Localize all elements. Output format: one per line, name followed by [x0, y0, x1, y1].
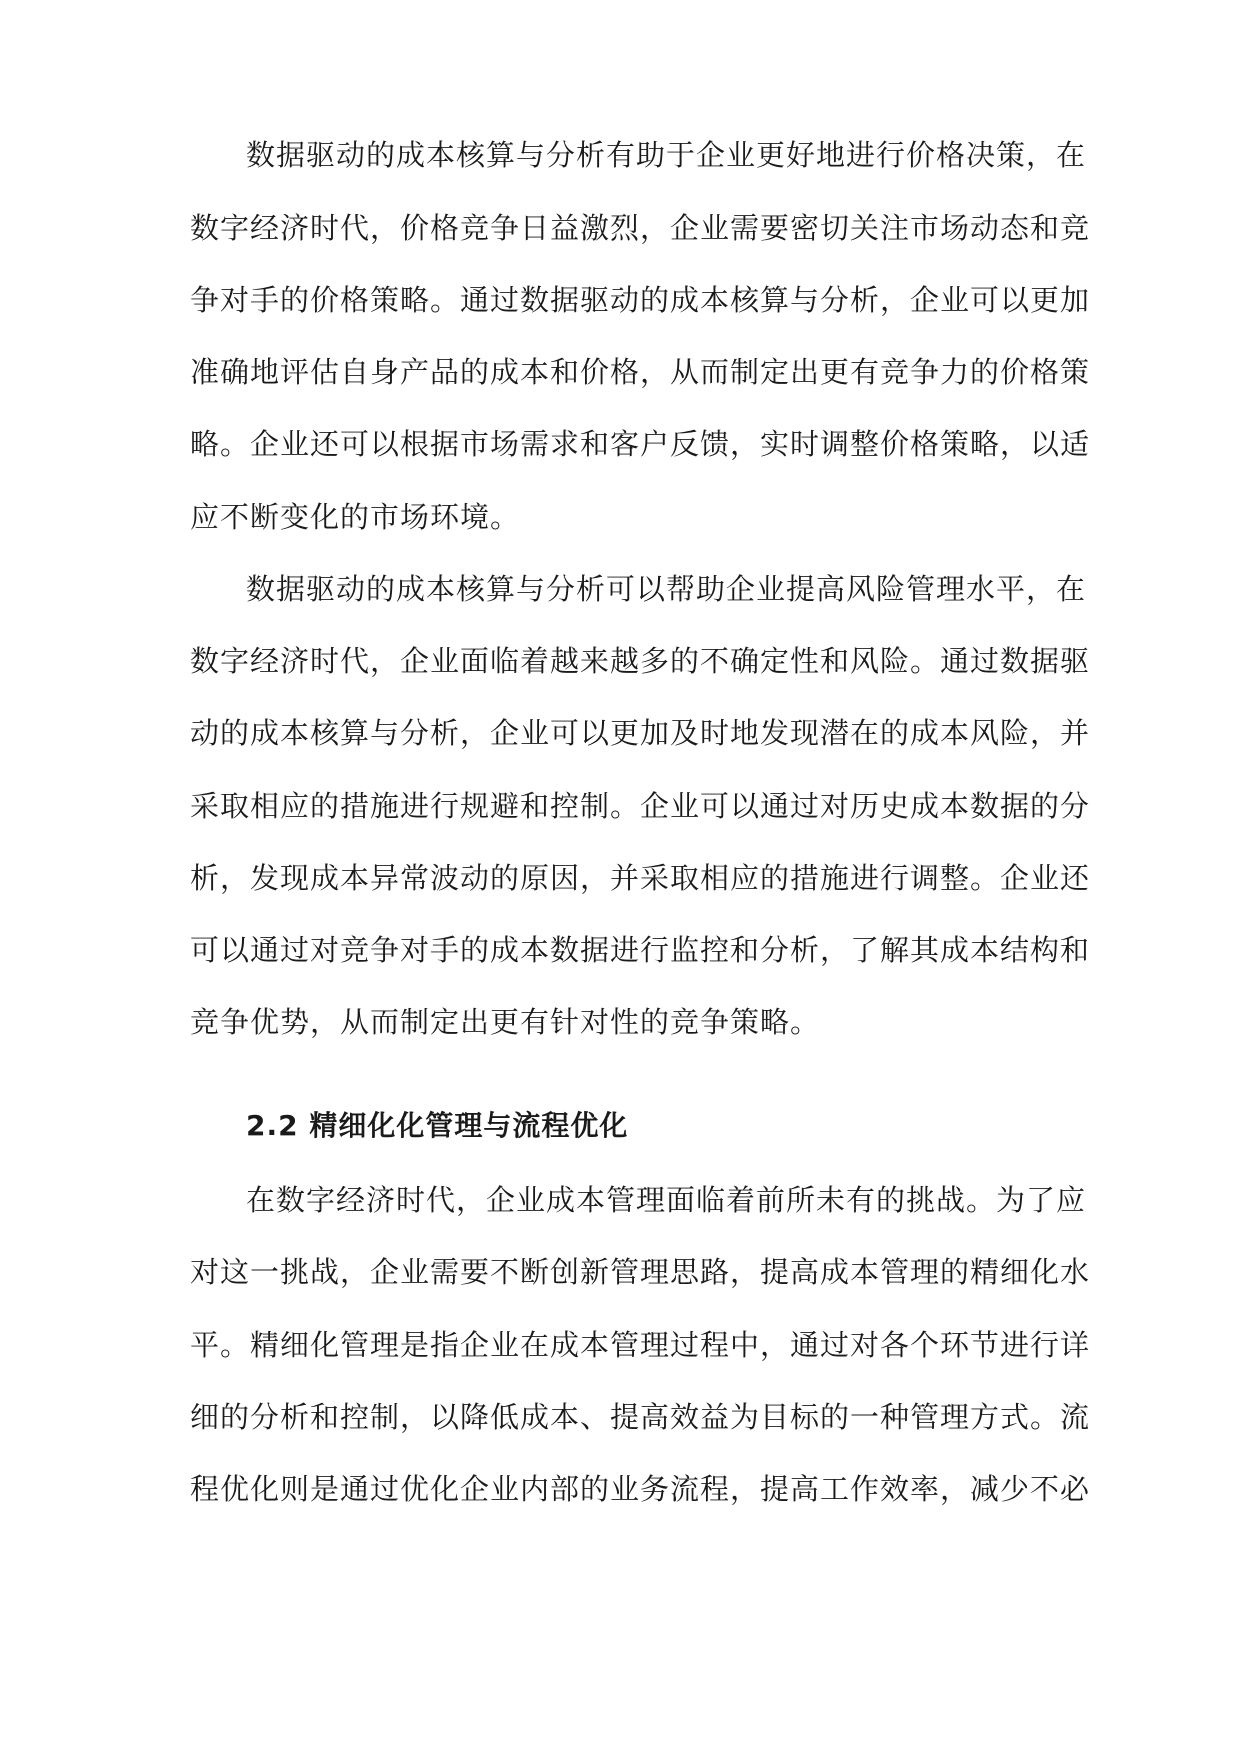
paragraph-2-line-7: 竞争优势，从而制定出更有针对性的竞争策略。	[190, 1005, 821, 1039]
paragraph-3-line-1: 在数字经济时代，企业成本管理面临着前所未有的挑战。为了应	[246, 1183, 1087, 1217]
paragraph-2-line-1: 数据驱动的成本核算与分析可以帮助企业提高风险管理水平，在	[246, 572, 1087, 606]
paragraph-2-line-4: 采取相应的措施进行规避和控制。企业可以通过对历史成本数据的分	[190, 789, 1091, 823]
paragraph-3-line-4: 细的分析和控制，以降低成本、提高效益为目标的一种管理方式。流	[190, 1400, 1091, 1434]
paragraph-1-line-2: 数字经济时代，价格竞争日益激烈，企业需要密切关注市场动态和竞	[190, 211, 1091, 245]
paragraph-1-line-6: 应不断变化的市场环境。	[190, 500, 521, 534]
paragraph-1-line-5: 略。企业还可以根据市场需求和客户反馈，实时调整价格策略，以适	[190, 427, 1091, 461]
paragraph-3-line-5: 程优化则是通过优化企业内部的业务流程，提高工作效率，减少不必	[190, 1472, 1091, 1506]
paragraph-2-line-2: 数字经济时代，企业面临着越来越多的不确定性和风险。通过数据驱	[190, 644, 1091, 678]
paragraph-1-line-1: 数据驱动的成本核算与分析有助于企业更好地进行价格决策，在	[246, 138, 1087, 172]
paragraph-2-line-3: 动的成本核算与分析，企业可以更加及时地发现潜在的成本风险，并	[190, 716, 1091, 750]
paragraph-3-line-2: 对这一挑战，企业需要不断创新管理思路，提高成本管理的精细化水	[190, 1255, 1091, 1289]
paragraph-1-line-3: 争对手的价格策略。通过数据驱动的成本核算与分析，企业可以更加	[190, 283, 1091, 317]
paragraph-1-line-4: 准确地评估自身产品的成本和价格，从而制定出更有竞争力的价格策	[190, 355, 1091, 389]
paragraph-3-line-3: 平。精细化管理是指企业在成本管理过程中，通过对各个环节进行详	[190, 1328, 1091, 1362]
paragraph-2-line-6: 可以通过对竞争对手的成本数据进行监控和分析，了解其成本结构和	[190, 933, 1091, 967]
section-heading: 2.2 精细化化管理与流程优化	[246, 1109, 629, 1142]
paragraph-2-line-5: 析，发现成本异常波动的原因，并采取相应的措施进行调整。企业还	[190, 861, 1091, 895]
